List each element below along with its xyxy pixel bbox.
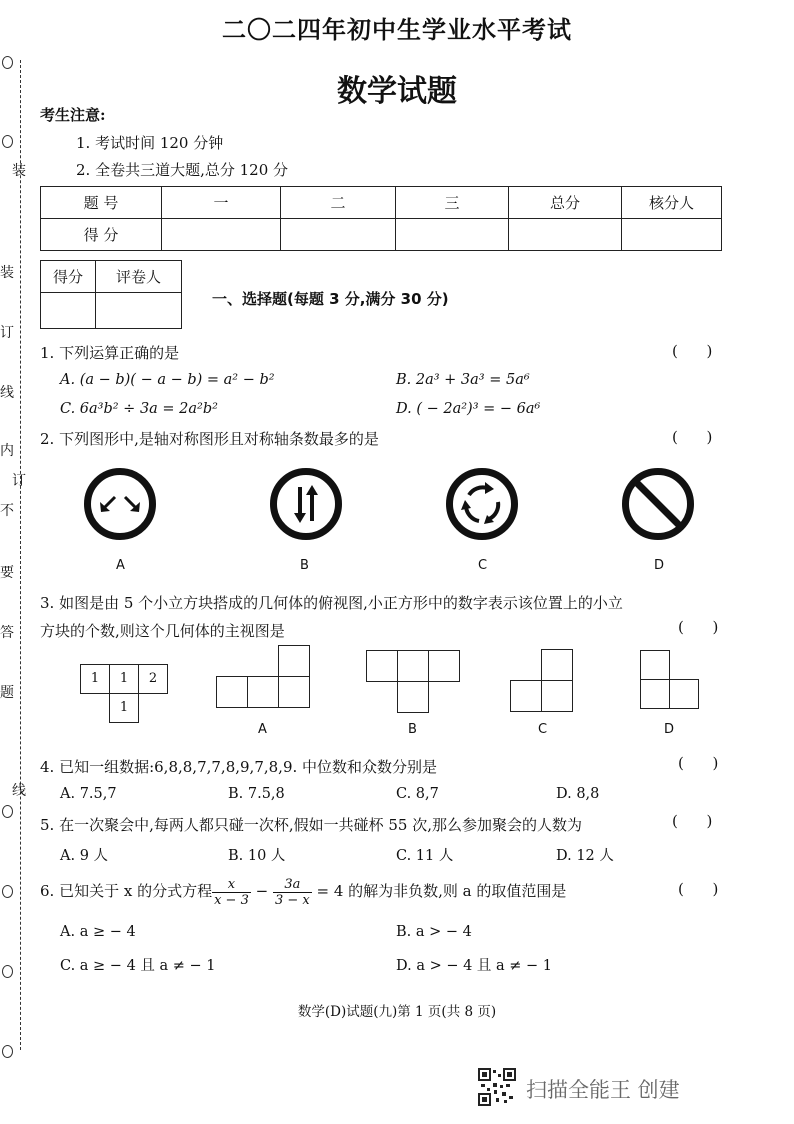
- grid-cell: 1: [80, 664, 110, 694]
- margin-label: 装: [0, 265, 14, 281]
- margin-label: 装: [12, 163, 26, 179]
- sign-a[interactable]: [84, 468, 156, 540]
- answer-paren[interactable]: ( ): [672, 428, 713, 446]
- view-square: [397, 681, 429, 713]
- view-square: [510, 680, 542, 712]
- view-square: [397, 650, 429, 682]
- margin-label: 线: [0, 385, 14, 401]
- option-d[interactable]: D. 8,8: [556, 786, 600, 802]
- view-square: [278, 676, 310, 708]
- option-a[interactable]: A. 7.5,7: [60, 786, 117, 802]
- option-label: B: [408, 722, 417, 737]
- view-square: [366, 650, 398, 682]
- answer-paren[interactable]: ( ): [678, 880, 719, 898]
- margin-label: 线: [12, 783, 26, 799]
- answer-paren[interactable]: ( ): [678, 754, 719, 772]
- qr-code-icon: [478, 1068, 516, 1106]
- option-b[interactable]: B. 7.5,8: [228, 786, 285, 802]
- margin-label: 题: [0, 685, 14, 701]
- margin-label: 答: [0, 625, 14, 641]
- grid-cell: 2: [138, 664, 168, 694]
- fraction: [212, 877, 251, 908]
- option-a[interactable]: A. a ≥ − 4: [60, 924, 136, 940]
- binding-hole: [2, 1045, 13, 1058]
- option-label: C: [478, 558, 488, 573]
- option-c[interactable]: C. 8,7: [396, 786, 439, 802]
- grader-cell[interactable]: [41, 293, 96, 329]
- option-b[interactable]: B. a > − 4: [396, 924, 472, 940]
- view-square: [669, 679, 699, 709]
- table-header: 二: [281, 187, 396, 219]
- option-b[interactable]: B. 10 人: [228, 848, 286, 864]
- question-stem: 4. 已知一组数据:6,8,8,7,7,8,9,7,8,9. 中位数和众数分别是: [40, 758, 438, 776]
- score-table: [40, 186, 722, 251]
- option-label: B: [300, 558, 309, 573]
- question-stem: 3. 如图是由 5 个小立方块搭成的几何体的俯视图,小正方形中的数字表示该位置上的小立: [40, 594, 623, 612]
- view-square: [640, 679, 670, 709]
- two-way-arrows-icon: [277, 475, 335, 533]
- option-b[interactable]: B. 2a³ + 3a³ = 5a⁶: [396, 372, 530, 388]
- margin-label: 订: [12, 473, 26, 489]
- option-d[interactable]: D. ( − 2a²)³ = − 6a⁶: [396, 401, 541, 417]
- margin-label: 不: [0, 503, 14, 519]
- margin-label: 要: [0, 565, 14, 581]
- option-label: D: [654, 558, 665, 573]
- answer-paren[interactable]: ( ): [672, 342, 713, 360]
- q6-stem-post: = 4 的解为非负数,则 a 的取值范围是: [311, 882, 567, 900]
- view-square: [216, 676, 248, 708]
- question-stem: 1. 下列运算正确的是: [40, 344, 180, 362]
- prohibition-icon: [629, 475, 687, 533]
- binding-hole: [2, 805, 13, 818]
- margin-label: 内: [0, 443, 14, 459]
- grid-cell: 1: [109, 693, 139, 723]
- question-stem: [40, 874, 566, 908]
- fraction-numerator: 3a: [273, 877, 312, 893]
- score-cell[interactable]: [622, 219, 722, 251]
- view-square: [428, 650, 460, 682]
- watermark-text: 扫描全能王 创建: [526, 1078, 680, 1102]
- option-d[interactable]: D. 12 人: [556, 848, 614, 864]
- diverge-arrows-icon: [91, 475, 149, 533]
- notice-item: 1. 考试时间 120 分钟: [76, 134, 224, 152]
- notice-item: 2. 全卷共三道大题,总分 120 分: [76, 161, 289, 179]
- grader-label: 得分: [41, 261, 96, 293]
- table-row-label: 得 分: [41, 219, 162, 251]
- minus-sign: −: [250, 882, 273, 900]
- binding-dashed-line: [20, 60, 21, 1050]
- table-header: 一: [162, 187, 281, 219]
- view-square: [640, 650, 670, 680]
- option-c[interactable]: C. a ≥ − 4 且 a ≠ − 1: [60, 958, 216, 974]
- score-cell[interactable]: [396, 219, 509, 251]
- fraction: [273, 877, 312, 908]
- grader-label: 评卷人: [96, 261, 182, 293]
- grid-cell: 1: [109, 664, 139, 694]
- view-square: [541, 649, 573, 681]
- score-cell[interactable]: [509, 219, 622, 251]
- subject-title: 数学试题: [337, 74, 457, 109]
- score-cell[interactable]: [162, 219, 281, 251]
- sign-d[interactable]: [622, 468, 694, 540]
- roundabout-icon: [453, 475, 511, 533]
- question-stem: 方块的个数,则这个几何体的主视图是: [40, 622, 285, 640]
- fraction-numerator: x: [212, 877, 251, 893]
- option-c[interactable]: C. 6a³b² ÷ 3a = 2a²b²: [60, 401, 218, 417]
- option-label: C: [538, 722, 548, 737]
- margin-label: 订: [0, 325, 14, 341]
- fraction-denominator: x − 3: [214, 892, 249, 908]
- page-footer: 数学(D)试题(九)第 1 页(共 8 页): [297, 1004, 497, 1020]
- table-header: 三: [396, 187, 509, 219]
- option-d[interactable]: D. a > − 4 且 a ≠ − 1: [396, 958, 553, 974]
- question-stem: 5. 在一次聚会中,每两人都只碰一次杯,假如一共碰杯 55 次,那么参加聚会的人数为: [40, 816, 583, 834]
- option-label: A: [258, 722, 267, 737]
- score-cell[interactable]: [281, 219, 396, 251]
- notice-heading: 考生注意:: [40, 106, 106, 124]
- view-square: [541, 680, 573, 712]
- answer-paren[interactable]: ( ): [678, 618, 719, 636]
- binding-hole: [2, 135, 13, 148]
- table-header: 核分人: [622, 187, 722, 219]
- grader-box: [40, 260, 182, 329]
- option-label: A: [116, 558, 125, 573]
- binding-hole: [2, 965, 13, 978]
- answer-paren[interactable]: ( ): [672, 812, 713, 830]
- view-square: [247, 676, 279, 708]
- view-square: [278, 645, 310, 677]
- option-a[interactable]: A. 9 人: [60, 848, 109, 864]
- option-a[interactable]: A. (a − b)( − a − b) = a² − b²: [60, 372, 275, 388]
- option-c[interactable]: C. 11 人: [396, 848, 454, 864]
- grader-cell[interactable]: [96, 293, 182, 329]
- q6-stem-pre: 6. 已知关于 x 的分式方程: [40, 882, 213, 900]
- table-header: 总分: [509, 187, 622, 219]
- fraction-denominator: 3 − x: [274, 892, 310, 908]
- sign-c[interactable]: [446, 468, 518, 540]
- question-stem: 2. 下列图形中,是轴对称图形且对称轴条数最多的是: [40, 430, 379, 448]
- section-heading: 一、选择题(每题 3 分,满分 30 分): [212, 290, 449, 308]
- table-header: 题 号: [41, 187, 162, 219]
- option-label: D: [664, 722, 675, 737]
- exam-title: 二〇二四年初中生学业水平考试: [222, 15, 572, 44]
- sign-b[interactable]: [270, 468, 342, 540]
- binding-hole: [2, 885, 13, 898]
